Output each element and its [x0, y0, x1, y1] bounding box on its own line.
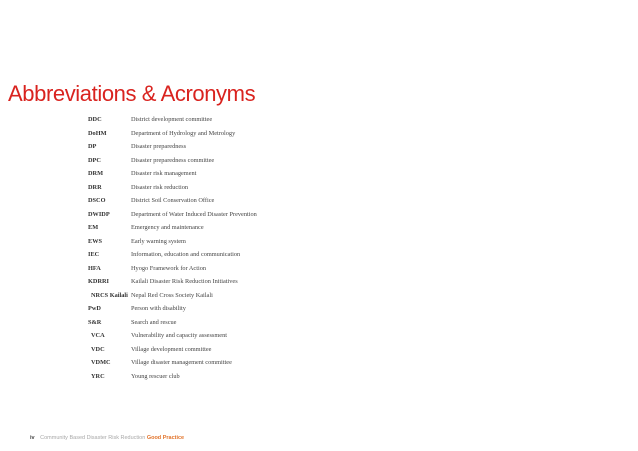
abbreviation-term: DP: [88, 143, 97, 150]
abbreviation-row: [88, 181, 348, 195]
footer-text: Community Based Disaster Risk Reduction: [40, 435, 146, 441]
abbreviation-term: DRR: [88, 183, 102, 191]
abbreviation-row: [88, 140, 348, 154]
abbreviation-row: [88, 262, 348, 276]
page-number: iv: [30, 435, 35, 441]
abbreviation-definition: District Soil Conservation Office: [131, 197, 215, 204]
abbreviation-row: [88, 356, 348, 370]
abbreviation-row: [88, 113, 348, 127]
abbreviation-definition: Village disaster management committee: [131, 359, 232, 366]
abbreviation-list: [88, 113, 348, 383]
abbreviation-row: [88, 302, 348, 316]
abbreviation-term: IEC: [88, 251, 100, 258]
abbreviation-row: [88, 343, 348, 357]
abbreviation-definition: Disaster preparedness: [131, 143, 187, 150]
page-footer: [30, 435, 184, 441]
abbreviation-row: [88, 208, 348, 222]
page-title: Abbreviations & Acronyms: [8, 81, 256, 106]
abbreviation-definition: Vulnerability and capacity assessment: [131, 332, 227, 339]
abbreviation-row: [88, 248, 348, 262]
abbreviation-definition: Emergency and maintenance: [131, 224, 204, 231]
abbreviation-row: [88, 316, 348, 330]
abbreviation-term: VDMC: [91, 359, 111, 366]
abbreviation-row: [88, 154, 348, 168]
abbreviation-term: DWIDP: [88, 210, 110, 218]
abbreviation-term: KDRRI: [88, 278, 109, 285]
abbreviation-row: [88, 329, 348, 343]
abbreviation-row: [88, 127, 348, 141]
abbreviation-row: [88, 235, 348, 249]
abbreviation-row: [88, 167, 348, 181]
abbreviation-term: DPC: [88, 156, 101, 164]
abbreviation-definition: Nepal Red Cross Society Kailali: [131, 291, 213, 299]
abbreviation-definition: District development committee: [131, 116, 213, 123]
abbreviation-term: YRC: [91, 372, 105, 380]
abbreviation-term: DSCO: [88, 197, 106, 204]
abbreviation-term: EM: [88, 224, 99, 231]
abbreviation-definition: Department of Water Induced Disaster Prevention: [131, 210, 257, 218]
abbreviation-row: [88, 370, 348, 384]
abbreviation-row: [88, 289, 348, 303]
abbreviation-definition: Search and rescue: [131, 318, 177, 326]
abbreviation-term: VCA: [91, 332, 105, 339]
abbreviation-definition: Young rescuer club: [131, 372, 180, 380]
abbreviation-definition: Disaster risk reduction: [131, 183, 189, 191]
abbreviation-row: [88, 221, 348, 235]
abbreviation-term: NRCS Kailali: [91, 291, 128, 299]
abbreviation-term: DoHM: [88, 129, 107, 137]
abbreviation-term: VDC: [91, 345, 105, 353]
abbreviation-term: S&R: [88, 318, 102, 326]
abbreviation-definition: Disaster risk management: [131, 170, 197, 177]
abbreviation-definition: Kailali Disaster Risk Reduction Initiatives: [131, 278, 238, 285]
abbreviation-term: PwD: [88, 305, 101, 312]
abbreviation-definition: Village development committee: [131, 345, 212, 353]
abbreviation-term: DRM: [88, 170, 104, 177]
abbreviation-term: HFA: [88, 264, 101, 272]
abbreviation-definition: Department of Hydrology and Metrology: [131, 129, 236, 137]
abbreviation-definition: Early warning system: [131, 237, 186, 245]
abbreviation-row: [88, 275, 348, 289]
abbreviation-definition: Hyogo Framework for Action: [131, 264, 207, 272]
abbreviation-definition: Disaster preparedness committee: [131, 156, 215, 164]
abbreviation-row: [88, 194, 348, 208]
abbreviation-term: DDC: [88, 116, 102, 123]
footer-highlight: Good Practice: [146, 435, 185, 441]
abbreviation-definition: Person with disability: [131, 305, 186, 312]
abbreviation-definition: Information, education and communication: [131, 251, 241, 258]
abbreviation-term: EWS: [88, 237, 102, 245]
